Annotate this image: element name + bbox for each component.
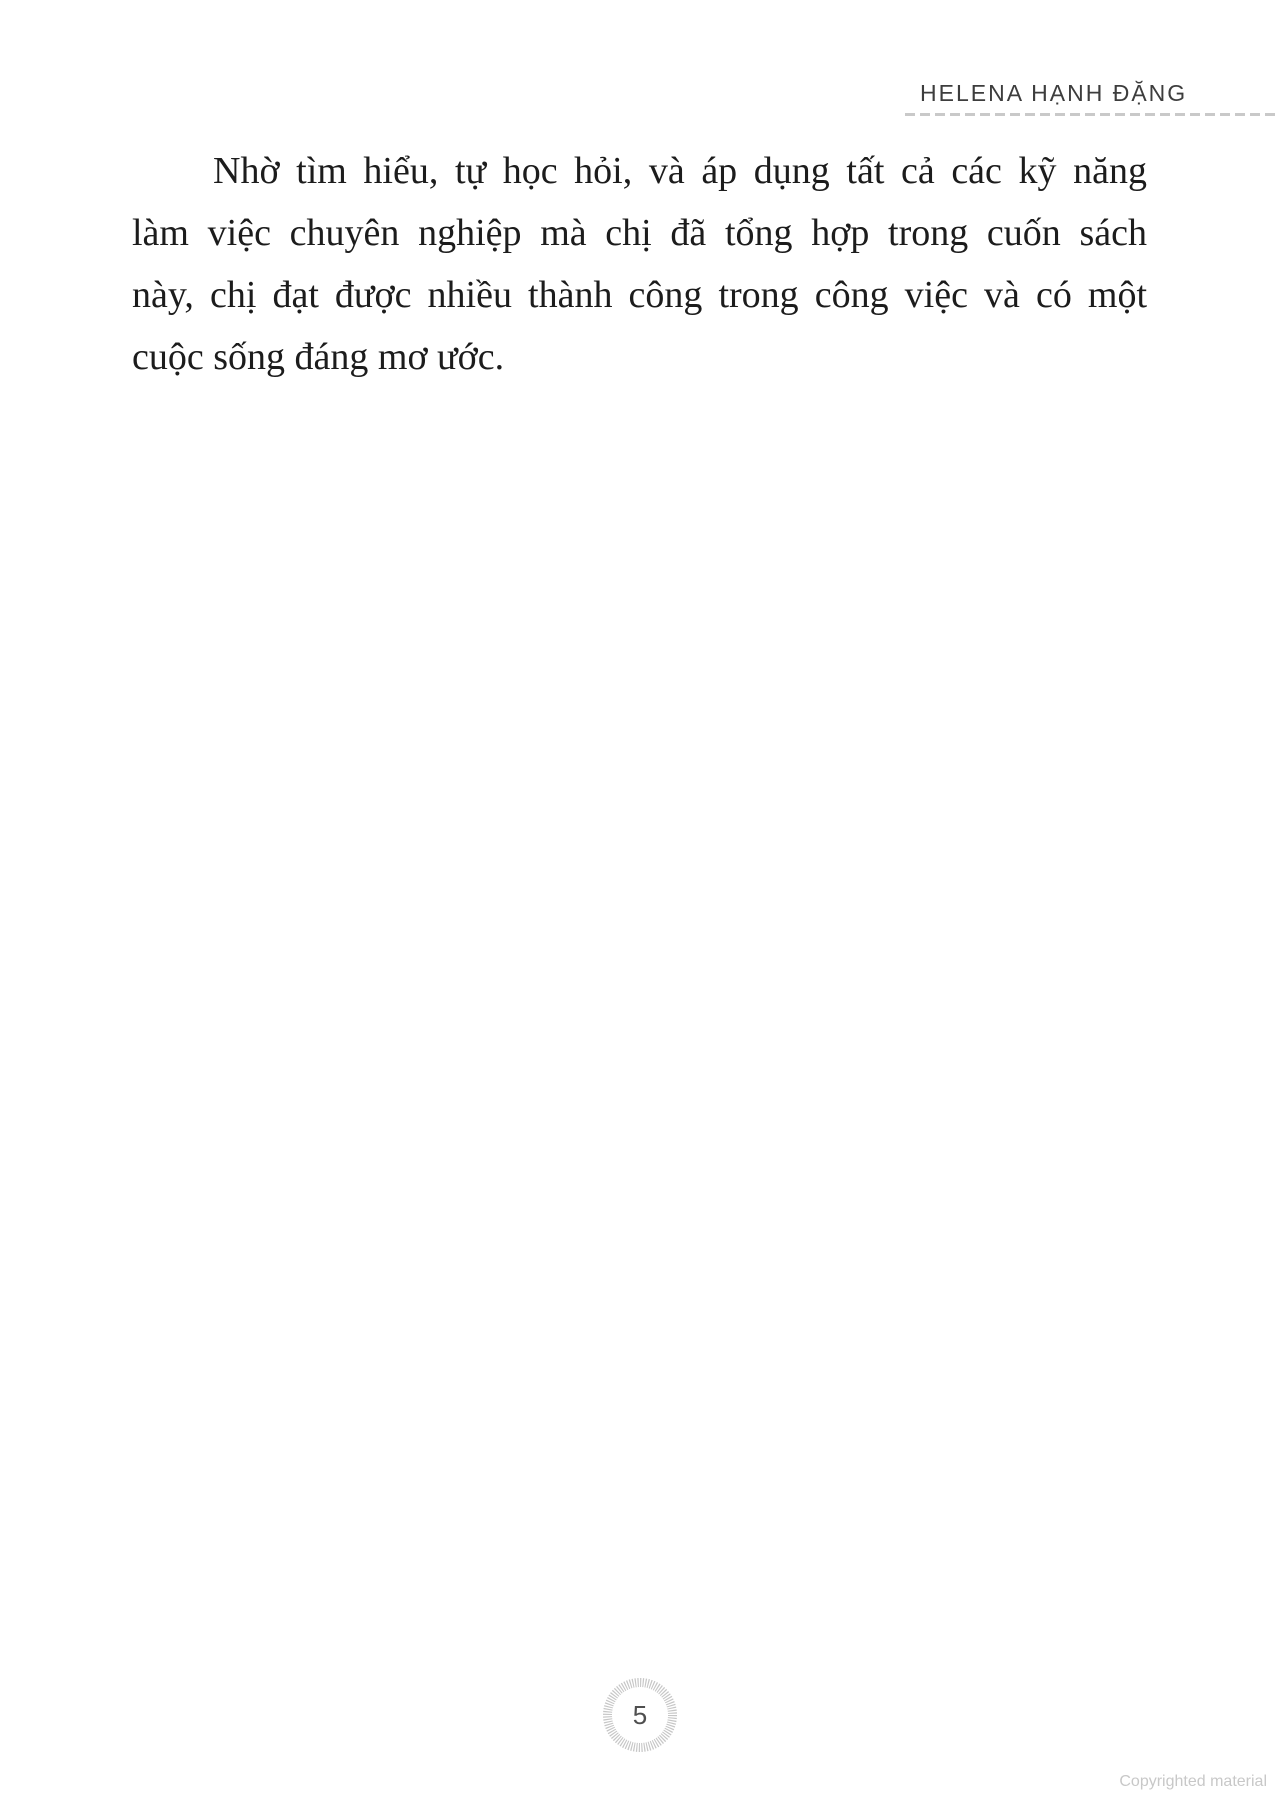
copyright-notice: Copyrighted material [1119,1773,1267,1790]
paragraph-line: này, chị đạt được nhiều thành công trong công việc và có một [132,274,1147,316]
body-paragraph [132,140,1147,388]
header-dashed-rule [905,113,1280,116]
page-number: 5 [632,1699,648,1730]
running-head-author: HELENA HẠNH ĐẶNG [920,80,1188,106]
paragraph-line: cuộc sống đáng mơ ước. [132,336,505,378]
paragraph-line: làm việc chuyên nghiệp mà chị đã tổng hợp trong cuốn sách [132,212,1147,254]
paragraph-line: Nhờ tìm hiểu, tự học hỏi, và áp dụng tất cả các kỹ năng [213,150,1147,192]
page-number-ornament [603,1678,677,1752]
